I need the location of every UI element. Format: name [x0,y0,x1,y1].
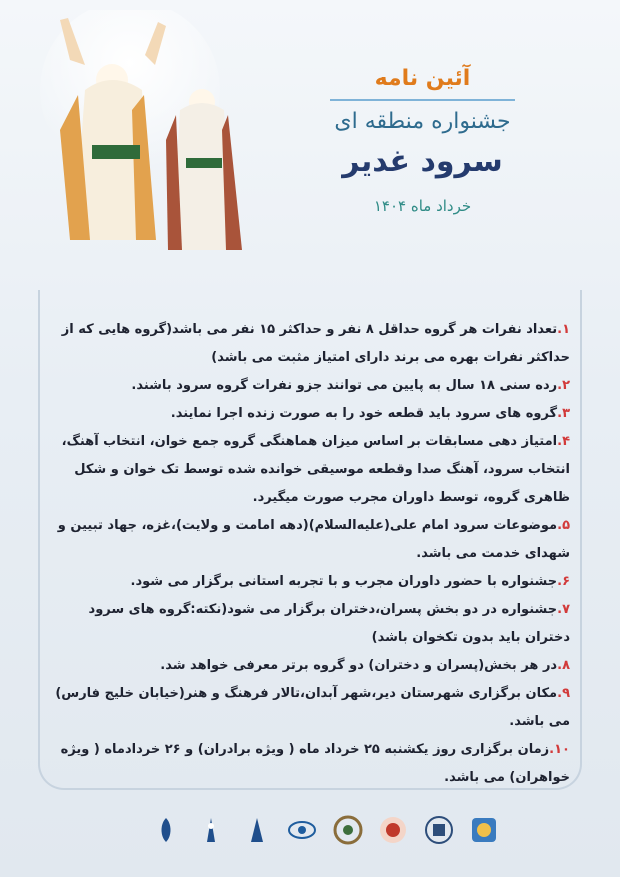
figures-illustration [30,10,270,260]
rule-number: ۹. [557,686,570,701]
rule-text: موضوعات سرود امام علی(علیه‌السلام)(دهه امامت و ولایت)،غزه، جهاد تبیین و شهدای خدمت می باشد. [57,518,570,561]
rule-item [40,736,570,792]
rule-number: ۵. [557,518,570,533]
event-date: خرداد ماه ۱۴۰۴ [373,197,472,215]
rule-item [40,316,570,372]
rules-list [40,316,570,792]
rule-number: ۳. [557,406,570,421]
rule-text: جشنواره در دو بخش پسران،دختران برگزار می شود(نکته:گروه های سرود دختران باید بدون تکخوان باشد) [88,602,570,645]
rule-item [40,372,570,400]
rule-number: ۷. [557,602,570,617]
event-name: سرود غدیر [342,144,503,179]
header [330,60,515,215]
rule-item [40,400,570,428]
logo-emblem-icon [195,814,227,846]
rule-text: تعداد نفرات هر گروه حداقل ۸ نفر و حداکثر ۱۵ نفر می باشد(گروه هایی که از حداکثر نفرات بهره می برند دارای امتیاز مثبت می باشد) [61,322,570,365]
rule-text: رده سنی ۱۸ سال به پایین می توانند جزو نفرات گروه سرود باشند. [131,378,558,393]
rule-text: گروه های سرود باید قطعه خود را به صورت زنده اجرا نمایند. [170,406,558,421]
logo-emblem-icon [241,814,273,846]
rule-number: ۸. [557,658,570,673]
rule-number: ۱. [557,322,570,337]
logo-emblem-icon [423,814,455,846]
rule-text: مکان برگزاری شهرستان دیر،شهر آبدان،تالار فرهنگ و هنر(خیابان خلیج فارس) می باشد. [55,686,570,729]
logo-emblem-icon [286,814,318,846]
page-title: آئین نامه [374,66,471,91]
logo-emblem-icon [150,814,182,846]
rule-number: ۲. [557,378,570,393]
rule-text: زمان برگزاری روز یکشنبه ۲۵ خرداد ماه ( ویژه برادران) و ۲۶ خردادماه ( ویژه خواهران) می باشد. [60,742,570,785]
logo-emblem-icon [332,814,364,846]
rule-number: ۱۰. [549,742,570,757]
rule-text: در هر بخش(پسران و دختران) دو گروه برتر معرفی خواهد شد. [160,658,558,673]
rule-item [40,512,570,568]
rule-item [40,568,570,596]
rule-item [40,680,570,736]
rule-text: جشنواره با حضور داوران مجرب و با تجربه استانی برگزار می شود. [130,574,558,589]
rule-item [40,596,570,652]
rule-number: ۴. [557,434,570,449]
rule-number: ۶. [557,574,570,589]
title-divider [330,99,515,101]
rule-text: امتیاز دهی مسابقات بر اساس میزان هماهنگی گروه جمع خوان، انتخاب آهنگ، انتخاب سرود، آهنگ صدا وقطعه موسیقی خوانده شده توسط تک خوان و شکل ظاهری گروه، توسط داوران مجرب صورت میگیرد. [61,434,570,505]
festival-subtitle: جشنواره منطقه ای [334,109,511,134]
rule-item [40,428,570,512]
rule-item [40,652,570,680]
sponsor-logos [150,810,500,850]
logo-emblem-icon [377,814,409,846]
logo-emblem-icon [468,814,500,846]
